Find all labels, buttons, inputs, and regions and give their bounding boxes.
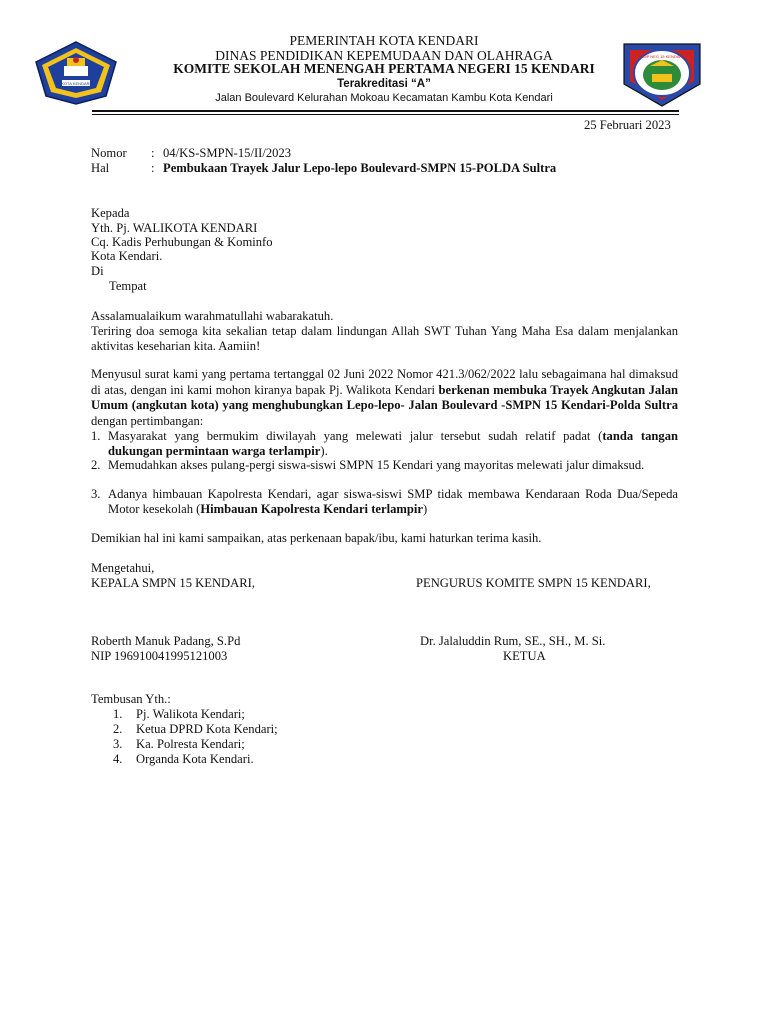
list-item-num: 1.: [91, 429, 101, 443]
left-signatory-nip: NIP 196910041995121003: [91, 649, 228, 663]
header-rule-thin: [92, 114, 679, 115]
paragraph-2-bold: berkenan membuka Trayek Angkutan Jalan Umum (angkutan kota) yang menghubungkan Lepo-lepo- Jalan Boulevard -SMPN 15 Kendari-Polda Sultra: [91, 382, 678, 413]
paragraph-2-a: Menyusul surat kami yang pertama tertanggal 02 Juni 2022 Nomor 421.3/062/2022 lalu sebagaimana hal dimaksud di atas, dengan ini kami mohon kiranya bapak Pj. Walikota Kendari: [91, 367, 678, 397]
list-item-num: 2.: [91, 458, 101, 472]
recipient-line-4: Kota Kendari.: [91, 249, 163, 263]
tembusan-item: Pj. Walikota Kendari;: [136, 707, 245, 721]
letter-date: 25 Februari 2023: [584, 118, 671, 132]
tembusan-item-num: 3.: [113, 737, 123, 751]
list-item: [108, 458, 678, 473]
tembusan-item: Organda Kota Kendari.: [136, 752, 254, 766]
list-item-end: ): [422, 501, 428, 516]
list-item-text: Adanya himbauan Kapolresta Kendari, agar siswa-siswi SMP tidak membawa Kendaraan Roda Dua/Sepeda Motor kesekolah (: [108, 487, 678, 516]
letterhead-line-2: DINAS PENDIDIKAN KEPEMUDAAN DAN OLAHRAGA: [215, 48, 553, 63]
list-item: [108, 487, 678, 516]
nomor-colon: :: [151, 146, 155, 160]
list-item-bold: tanda tangan dukungan permintaan warga terlampir: [108, 429, 678, 458]
tembusan-label: Tembusan Yth.:: [91, 692, 171, 706]
hal-colon: :: [151, 161, 155, 175]
tembusan-item-num: 4.: [113, 752, 123, 766]
letterhead-line-4: Terakreditasi “A”: [337, 78, 431, 90]
list-item-text: Memudahkan akses pulang-pergi siswa-siswi SMPN 15 Kendari yang mayoritas melewati jalur dimaksud.: [108, 458, 645, 472]
closing-text: Demikian hal ini kami sampaikan, atas perkenaan bapak/ibu, kami haturkan terima kasih.: [91, 531, 542, 545]
nomor-label: Nomor: [91, 146, 127, 160]
right-signatory-name: Dr. Jalaluddin Rum, SE., SH., M. Si.: [420, 634, 606, 648]
list-item-bold: Himbauan Kapolresta Kendari terlampir: [200, 501, 423, 516]
hal-label: Hal: [91, 161, 110, 175]
right-signatory-title: PENGURUS KOMITE SMPN 15 KENDARI,: [416, 576, 651, 590]
tembusan-item-num: 1.: [113, 707, 123, 721]
header-rule-thick: [92, 110, 679, 112]
paragraph-1: Teriring doa semoga kita sekalian tetap dalam lindungan Allah SWT Tuhan Yang Maha Esa dalam menjalankan aktivitas keseharian kita. Aamiin!: [91, 324, 678, 354]
paragraph-2-c: dengan pertimbangan:: [91, 413, 204, 428]
nomor-value: 04/KS-SMPN-15/II/2023: [163, 146, 292, 160]
logo-right-caption: SMP NEG 15 KENDARI: [640, 54, 684, 59]
left-signatory-title: KEPALA SMPN 15 KENDARI,: [91, 576, 255, 590]
list-item: [108, 429, 678, 458]
letterhead-line-5: Jalan Boulevard Kelurahan Mokoau Kecamatan Kambu Kota Kendari: [215, 92, 553, 104]
tembusan-item-num: 2.: [113, 722, 123, 736]
letterhead-line-3: KOMITE SEKOLAH MENENGAH PERTAMA NEGERI 15 KENDARI: [173, 61, 595, 76]
right-signatory-role: KETUA: [503, 649, 546, 663]
recipient-line-2: Yth. Pj. WALIKOTA KENDARI: [91, 221, 258, 235]
left-signatory-name: Roberth Manuk Padang, S.Pd: [91, 634, 241, 648]
greeting: Assalamualaikum warahmatullahi wabarakatuh.: [91, 309, 334, 323]
recipient-line-3: Cq. Kadis Perhubungan & Kominfo: [91, 235, 273, 249]
recipient-line-1: Kepada: [91, 206, 130, 220]
recipient-line-6: Tempat: [109, 279, 147, 293]
logo-left-caption: KOTA KENDARI: [61, 81, 91, 86]
recipient-line-5: Di: [91, 264, 104, 278]
list-item-text: Masyarakat yang bermukim diwilayah yang melewati jalur tersebut sudah relatif padat (: [108, 429, 603, 443]
mengetahui-label: Mengetahui,: [91, 561, 155, 575]
list-item-end: ).: [320, 443, 328, 458]
letterhead-line-1: PEMERINTAH KOTA KENDARI: [289, 33, 479, 48]
list-item-num: 3.: [91, 487, 101, 501]
tembusan-item: Ketua DPRD Kota Kendari;: [136, 722, 278, 736]
hal-value: Pembukaan Trayek Jalur Lepo-lepo Boulevard-SMPN 15-POLDA Sultra: [163, 161, 557, 175]
tembusan-item: Ka. Polresta Kendari;: [136, 737, 245, 751]
paragraph-2: [91, 367, 678, 429]
